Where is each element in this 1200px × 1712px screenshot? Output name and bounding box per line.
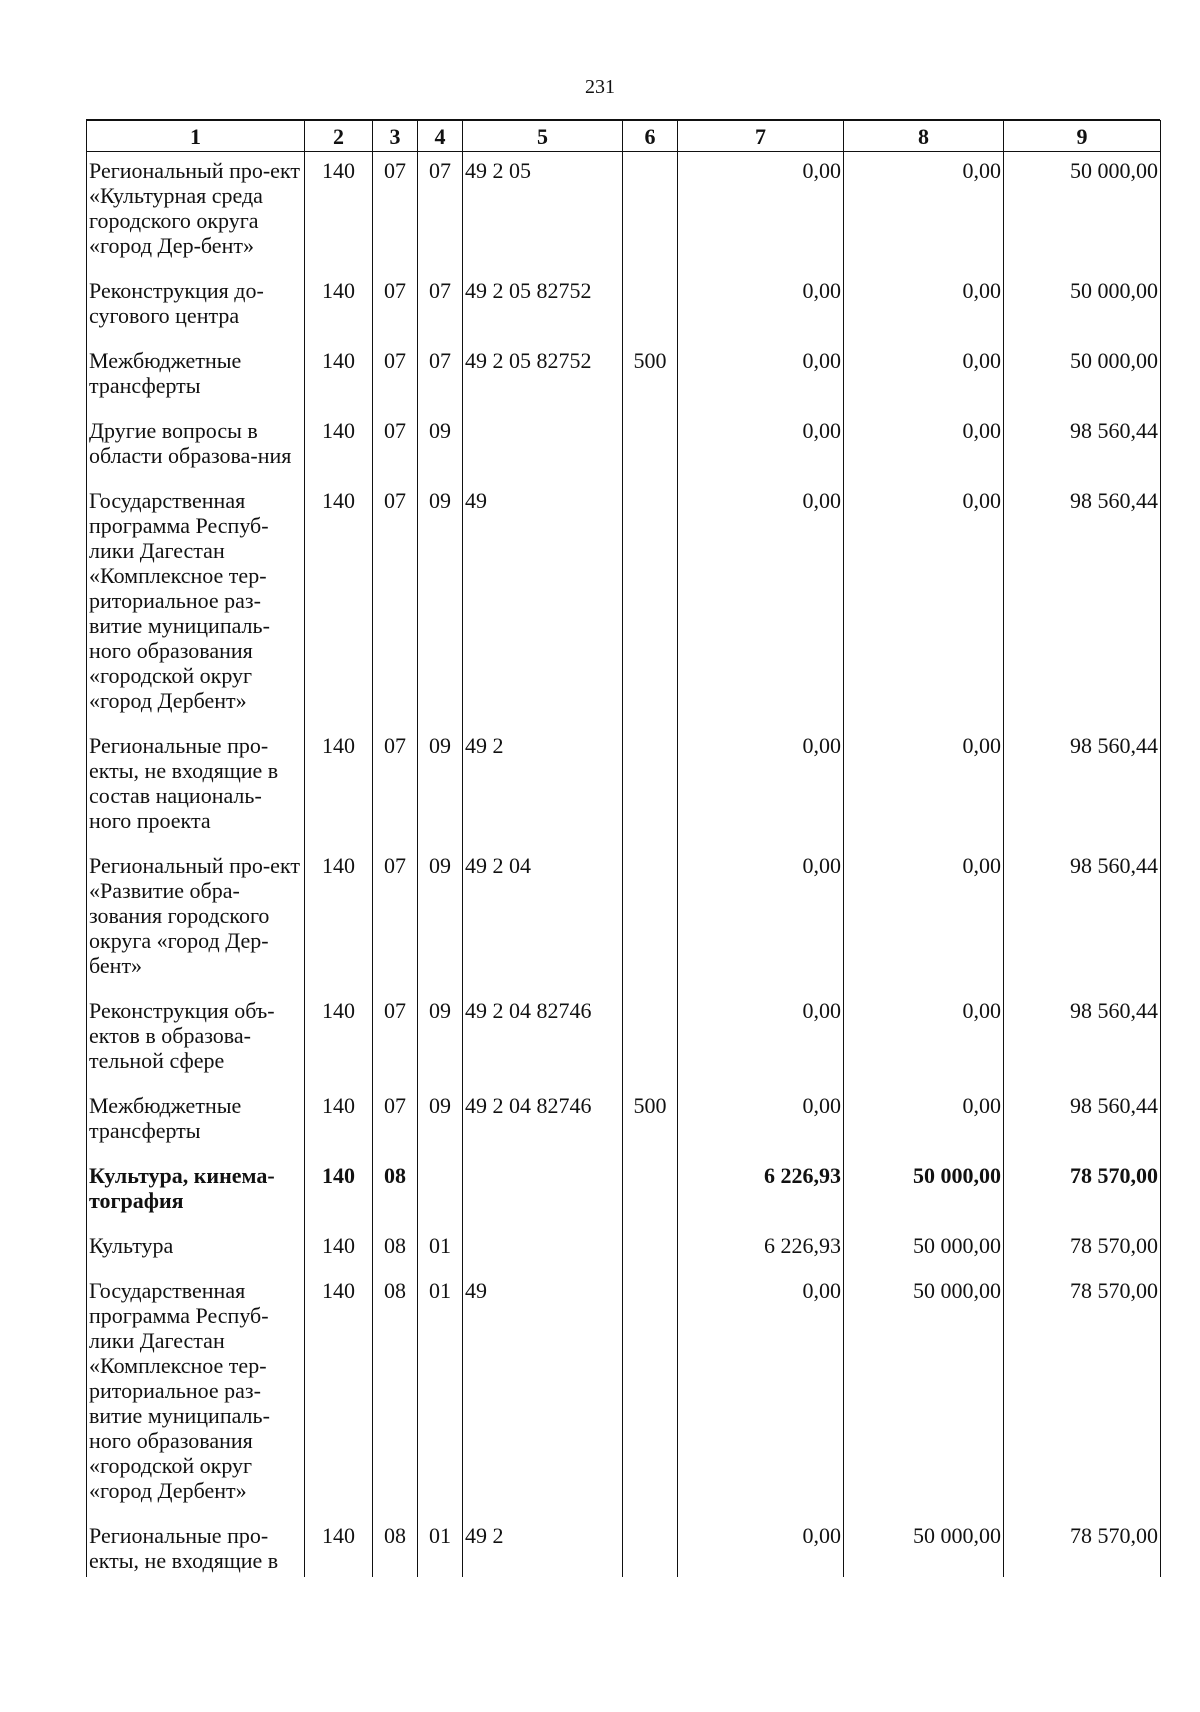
row-section: 08	[373, 1157, 418, 1227]
row-subsection: 09	[418, 992, 463, 1087]
row-name: Межбюджетные трансферты	[87, 1087, 305, 1157]
row-expense-type	[623, 727, 678, 847]
row-admin-code: 140	[305, 992, 373, 1087]
row-target-article: 49	[463, 1272, 623, 1517]
row-name: Культура, кинема-тография	[87, 1157, 305, 1227]
row-amount-col7: 0,00	[678, 272, 844, 342]
row-section: 07	[373, 847, 418, 992]
row-amount-col7: 0,00	[678, 992, 844, 1087]
row-amount-col9: 98 560,44	[1004, 412, 1161, 482]
header-col-3: 3	[373, 121, 418, 152]
table-body	[87, 152, 1161, 1578]
row-name: Реконструкция объ-ектов в образова-тельной сфере	[87, 992, 305, 1087]
row-subsection: 09	[418, 727, 463, 847]
row-amount-col9: 98 560,44	[1004, 847, 1161, 992]
row-amount-col8: 0,00	[844, 412, 1004, 482]
table-row	[87, 1272, 1161, 1517]
row-amount-col9: 78 570,00	[1004, 1272, 1161, 1517]
table-row	[87, 1157, 1161, 1227]
row-section: 07	[373, 992, 418, 1087]
row-subsection: 07	[418, 272, 463, 342]
row-name: Государственная программа Респуб-лики Дагестан «Комплексное тер-риториальное раз-витие муниципаль-ного образования «городской округ «город Дербент»	[87, 1272, 305, 1517]
row-amount-col8: 0,00	[844, 847, 1004, 992]
row-target-article: 49 2	[463, 1517, 623, 1577]
row-target-article: 49 2 04	[463, 847, 623, 992]
row-expense-type	[623, 272, 678, 342]
row-expense-type	[623, 482, 678, 727]
budget-table	[86, 120, 1161, 1577]
row-amount-col9: 78 570,00	[1004, 1227, 1161, 1272]
header-col-4: 4	[418, 121, 463, 152]
row-amount-col7: 0,00	[678, 1517, 844, 1577]
table-header-row	[87, 121, 1161, 152]
budget-table-container	[86, 120, 1160, 1577]
row-subsection: 09	[418, 847, 463, 992]
table-row	[87, 992, 1161, 1087]
row-target-article	[463, 412, 623, 482]
row-expense-type	[623, 847, 678, 992]
row-name: Региональный про-ект «Культурная среда городского округа «город Дер-бент»	[87, 152, 305, 273]
row-name: Региональные про-екты, не входящие в	[87, 1517, 305, 1577]
row-name: Региональный про-ект «Развитие обра-зования городского округа «город Дер-бент»	[87, 847, 305, 992]
row-section: 08	[373, 1227, 418, 1272]
row-section: 07	[373, 1087, 418, 1157]
row-amount-col9: 98 560,44	[1004, 992, 1161, 1087]
row-amount-col8: 0,00	[844, 482, 1004, 727]
row-subsection: 09	[418, 1087, 463, 1157]
row-target-article: 49 2	[463, 727, 623, 847]
row-amount-col8: 0,00	[844, 272, 1004, 342]
row-target-article: 49 2 04 82746	[463, 1087, 623, 1157]
header-col-1: 1	[87, 121, 305, 152]
row-expense-type	[623, 1157, 678, 1227]
table-top-rule	[86, 119, 1160, 121]
row-name: Реконструкция до-сугового центра	[87, 272, 305, 342]
row-subsection: 09	[418, 482, 463, 727]
table-row	[87, 1087, 1161, 1157]
row-admin-code: 140	[305, 342, 373, 412]
row-admin-code: 140	[305, 272, 373, 342]
row-expense-type	[623, 1272, 678, 1517]
row-amount-col9: 50 000,00	[1004, 272, 1161, 342]
header-col-2: 2	[305, 121, 373, 152]
row-amount-col7: 0,00	[678, 482, 844, 727]
row-amount-col8: 50 000,00	[844, 1272, 1004, 1517]
row-subsection: 09	[418, 412, 463, 482]
row-expense-type	[623, 1517, 678, 1577]
row-amount-col8: 0,00	[844, 152, 1004, 273]
row-section: 07	[373, 482, 418, 727]
row-expense-type	[623, 412, 678, 482]
table-row	[87, 1517, 1161, 1577]
row-target-article: 49 2 05 82752	[463, 342, 623, 412]
row-subsection: 01	[418, 1227, 463, 1272]
row-amount-col9: 98 560,44	[1004, 727, 1161, 847]
row-section: 07	[373, 412, 418, 482]
row-amount-col9: 50 000,00	[1004, 342, 1161, 412]
row-subsection: 07	[418, 342, 463, 412]
table-row	[87, 847, 1161, 992]
row-amount-col9: 98 560,44	[1004, 1087, 1161, 1157]
row-amount-col9: 98 560,44	[1004, 482, 1161, 727]
row-section: 08	[373, 1272, 418, 1517]
row-name: Межбюджетные трансферты	[87, 342, 305, 412]
row-section: 08	[373, 1517, 418, 1577]
row-amount-col7: 6 226,93	[678, 1227, 844, 1272]
row-subsection: 07	[418, 152, 463, 273]
row-amount-col9: 50 000,00	[1004, 152, 1161, 273]
row-target-article: 49	[463, 482, 623, 727]
row-admin-code: 140	[305, 727, 373, 847]
row-amount-col7: 0,00	[678, 412, 844, 482]
row-expense-type: 500	[623, 342, 678, 412]
header-col-7: 7	[678, 121, 844, 152]
row-expense-type	[623, 152, 678, 273]
row-amount-col8: 50 000,00	[844, 1227, 1004, 1272]
page-number: 231	[585, 76, 615, 98]
row-section: 07	[373, 342, 418, 412]
row-admin-code: 140	[305, 1272, 373, 1517]
row-amount-col8: 0,00	[844, 992, 1004, 1087]
row-amount-col7: 0,00	[678, 152, 844, 273]
row-amount-col7: 0,00	[678, 342, 844, 412]
row-admin-code: 140	[305, 1157, 373, 1227]
row-expense-type	[623, 1227, 678, 1272]
row-name: Культура	[87, 1227, 305, 1272]
row-amount-col8: 50 000,00	[844, 1517, 1004, 1577]
header-col-9: 9	[1004, 121, 1161, 152]
table-row	[87, 412, 1161, 482]
row-target-article: 49 2 05	[463, 152, 623, 273]
row-section: 07	[373, 272, 418, 342]
table-row	[87, 482, 1161, 727]
row-section: 07	[373, 152, 418, 273]
row-admin-code: 140	[305, 1517, 373, 1577]
row-amount-col7: 0,00	[678, 1087, 844, 1157]
row-admin-code: 140	[305, 152, 373, 273]
row-amount-col7: 0,00	[678, 847, 844, 992]
row-amount-col8: 0,00	[844, 342, 1004, 412]
row-name: Региональные про-екты, не входящие в состав националь-ного проекта	[87, 727, 305, 847]
header-col-5: 5	[463, 121, 623, 152]
row-admin-code: 140	[305, 412, 373, 482]
table-row	[87, 727, 1161, 847]
row-amount-col8: 0,00	[844, 1087, 1004, 1157]
row-admin-code: 140	[305, 1227, 373, 1272]
row-subsection	[418, 1157, 463, 1227]
row-amount-col8: 0,00	[844, 727, 1004, 847]
row-amount-col9: 78 570,00	[1004, 1157, 1161, 1227]
header-col-6: 6	[623, 121, 678, 152]
table-row	[87, 342, 1161, 412]
row-expense-type	[623, 992, 678, 1087]
row-target-article: 49 2 05 82752	[463, 272, 623, 342]
row-name: Государственная программа Респуб-лики Дагестан «Комплексное тер-риториальное раз-витие муниципаль-ного образования «городской округ «город Дербент»	[87, 482, 305, 727]
row-amount-col7: 0,00	[678, 1272, 844, 1517]
row-amount-col9: 78 570,00	[1004, 1517, 1161, 1577]
row-admin-code: 140	[305, 1087, 373, 1157]
table-row	[87, 272, 1161, 342]
row-target-article	[463, 1157, 623, 1227]
row-admin-code: 140	[305, 847, 373, 992]
header-col-8: 8	[844, 121, 1004, 152]
row-admin-code: 140	[305, 482, 373, 727]
row-section: 07	[373, 727, 418, 847]
row-target-article	[463, 1227, 623, 1272]
row-subsection: 01	[418, 1272, 463, 1517]
row-subsection: 01	[418, 1517, 463, 1577]
table-row	[87, 152, 1161, 273]
row-amount-col7: 0,00	[678, 727, 844, 847]
row-target-article: 49 2 04 82746	[463, 992, 623, 1087]
row-expense-type: 500	[623, 1087, 678, 1157]
table-row	[87, 1227, 1161, 1272]
row-amount-col7: 6 226,93	[678, 1157, 844, 1227]
row-name: Другие вопросы в области образова-ния	[87, 412, 305, 482]
row-amount-col8: 50 000,00	[844, 1157, 1004, 1227]
